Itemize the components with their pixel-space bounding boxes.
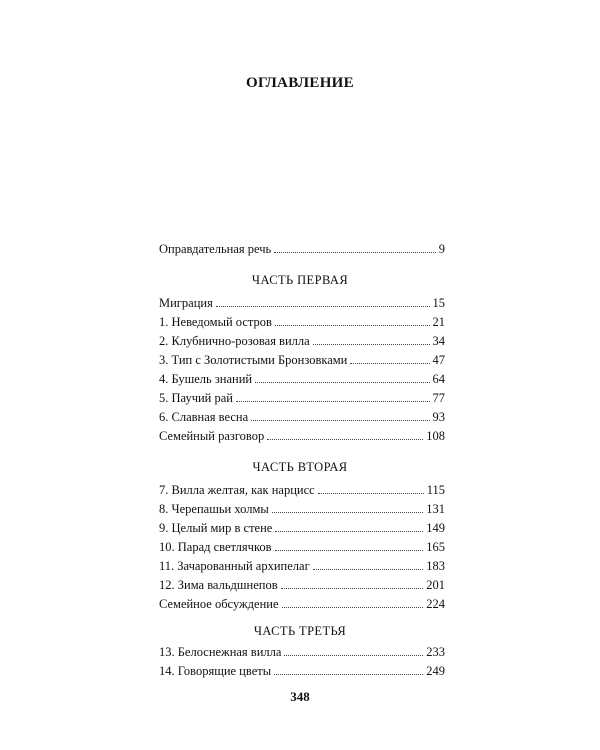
toc-entry-page: 149 — [426, 521, 445, 535]
dot-leader — [275, 531, 423, 532]
toc-entry-page: 47 — [432, 353, 445, 367]
toc-entry-label: Оправдательная речь — [159, 242, 272, 256]
toc-entry[interactable] — [159, 426, 445, 444]
toc-entry[interactable] — [159, 642, 445, 660]
dot-leader — [275, 550, 424, 551]
toc-entry-page: 15 — [432, 296, 445, 310]
toc-entry-label: 9. Целый мир в стене — [159, 521, 273, 535]
toc-entry-page: 77 — [432, 391, 445, 405]
toc-entry[interactable] — [159, 293, 445, 311]
toc-entry[interactable] — [159, 331, 445, 349]
toc-entry-label: Семейное обсуждение — [159, 597, 279, 611]
page-number: 348 — [290, 689, 310, 704]
toc-entry-page: 201 — [426, 578, 445, 592]
toc-entry-page: 93 — [432, 410, 445, 424]
toc-entry-page: 224 — [426, 597, 445, 611]
toc-entry-label: 10. Парад светлячков — [159, 540, 272, 554]
toc-entry-label: 4. Бушель знаний — [159, 372, 253, 386]
toc-entry[interactable] — [159, 350, 445, 368]
toc-entry-label: 1. Неведомый остров — [159, 315, 272, 329]
toc-entry-label: Семейный разговор — [159, 429, 265, 443]
dot-leader — [274, 674, 423, 675]
toc-entry[interactable] — [159, 518, 445, 536]
toc-entry[interactable] — [159, 312, 445, 330]
toc-entry-page: 249 — [426, 664, 445, 678]
toc-entry-page: 64 — [432, 372, 445, 386]
toc-entry-label: 7. Вилла желтая, как нарцисс — [159, 483, 315, 497]
dot-leader — [281, 588, 424, 589]
toc-entry[interactable] — [159, 480, 445, 498]
toc-entry[interactable] — [159, 661, 445, 679]
toc-entry-label: 14. Говорящие цветы — [159, 664, 272, 678]
toc-entry[interactable] — [159, 388, 445, 406]
toc-entry-intro[interactable] — [159, 239, 445, 257]
toc-entry[interactable] — [159, 594, 445, 612]
dot-leader — [313, 344, 430, 345]
dot-leader — [318, 493, 424, 494]
toc-entry[interactable] — [159, 369, 445, 387]
dot-leader — [282, 607, 424, 608]
dot-leader — [350, 363, 429, 364]
toc-entry[interactable] — [159, 537, 445, 555]
dot-leader — [284, 655, 423, 656]
toc-entry-page: 115 — [426, 483, 445, 497]
section-heading-part-3: ЧАСТЬ ТРЕТЬЯ — [253, 624, 347, 638]
toc-entry-label: 13. Белоснежная вилла — [159, 645, 282, 659]
toc-entry-page: 165 — [426, 540, 445, 554]
toc-entry-label: 8. Черепашьи холмы — [159, 502, 269, 516]
dot-leader — [216, 306, 430, 307]
section-heading-part-1: ЧАСТЬ ПЕРВАЯ — [251, 273, 349, 287]
page-title: ОГЛАВЛЕНИЕ — [246, 75, 354, 91]
toc-entry-page: 233 — [426, 645, 445, 659]
section-heading-part-2: ЧАСТЬ ВТОРАЯ — [252, 460, 348, 474]
dot-leader — [267, 439, 423, 440]
dot-leader — [255, 382, 429, 383]
toc-entry-page: 9 — [438, 242, 445, 256]
toc-entry[interactable] — [159, 407, 445, 425]
toc-entry-label: 5. Паучий рай — [159, 391, 233, 405]
dot-leader — [251, 420, 429, 421]
toc-entry-label: 11. Зачарованный архипелаг — [159, 559, 310, 573]
toc-entry[interactable] — [159, 556, 445, 574]
toc-entry-label: 3. Тип с Золотистыми Бронзовками — [159, 353, 348, 367]
toc-entry[interactable] — [159, 499, 445, 517]
dot-leader — [272, 512, 423, 513]
toc-entry-page: 21 — [432, 315, 445, 329]
toc-entry-page: 131 — [426, 502, 445, 516]
dot-leader — [236, 401, 430, 402]
toc-entry-label: 12. Зима вальдшнепов — [159, 578, 278, 592]
toc-entry-label: 2. Клубнично-розовая вилла — [159, 334, 310, 348]
dot-leader — [275, 325, 430, 326]
toc-entry-page: 108 — [426, 429, 445, 443]
toc-entry-page: 34 — [432, 334, 445, 348]
toc-entry-page: 183 — [426, 559, 445, 573]
dot-leader — [313, 569, 424, 570]
toc-entry-label: 6. Славная весна — [159, 410, 249, 424]
dot-leader — [274, 252, 436, 253]
toc-entry-label: Миграция — [159, 296, 213, 310]
toc-entry[interactable] — [159, 575, 445, 593]
